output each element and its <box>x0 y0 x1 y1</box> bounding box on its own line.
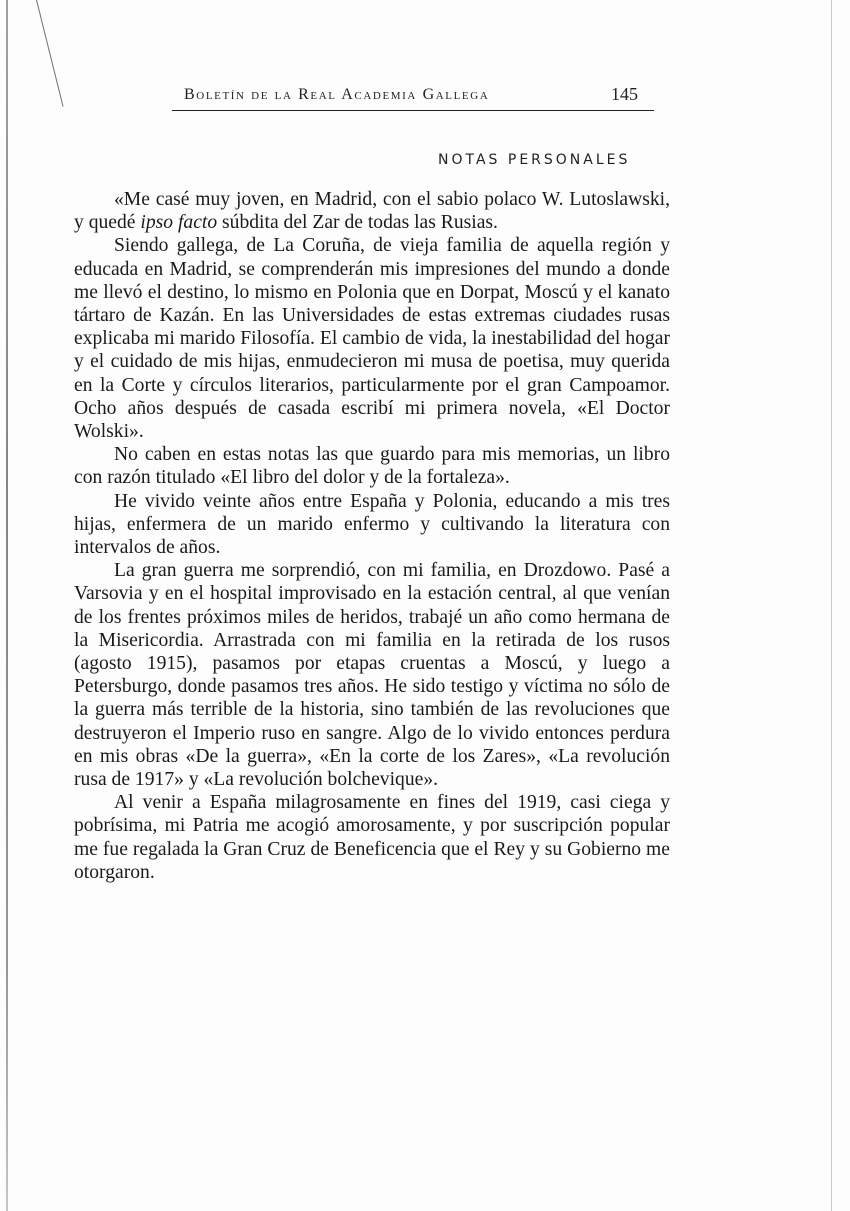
paragraph-2: Siendo gallega, de La Coruña, de vieja familia de aquella región y educada en Madrid, se comprenderán mis impresiones del mundo a donde me llevó el destino, lo mismo en Polonia que en Dorpat, Moscú y el kanato tártaro de Kazán. En las Universidades de estas extremas ciudades rusas explicaba mi marido Filosofía. El cambio de vida, la inestabilidad del hogar y el cuidado de mis hijas, enmudecieron mi musa de poetisa, muy querida en la Corte y círculos literarios, particularmente por el gran Campoamor. Ocho años después de casada escribí mi primera novela, «El Doctor Wolski». <box>74 235 670 443</box>
fold-line <box>36 0 64 107</box>
paragraph-4: He vivido veinte años entre España y Polonia, educando a mis tres hijas, enfermera de un marido enfermo y cultivando la literatura con intervalos de años. <box>74 490 670 559</box>
paragraph-1-start: «Me casé muy joven, en Madrid, con el sabio polaco W. Lutoslawski, y quedé <box>74 189 670 234</box>
paragraph-3: No caben en estas notas las que guardo para mis memorias, un libro con razón titulado «El libro del dolor y de la fortaleza». <box>74 444 670 489</box>
paragraph-5: La gran guerra me sorprendió, con mi familia, en Drozdowo. Pasé a Varsovia y en el hospital improvisado en la estación central, al que venían de los frentes próximos miles de heridos, trabajé un año como hermana de la Misericordia. Arrastrada con mi familia en la retirada de los rusos (agosto 1915), pasamos por etapas cruentas a Moscú, y luego a Petersburgo, donde pasamos tres años. He sido testigo y víctima no sólo de la guerra más terrible de la historia, sino también de las revoluciones que destruyeron el Imperio ruso en sangre. Algo de lo vivido entonces perdura en mis obras «De la guerra», «En la corte de los Zares», «La revolución rusa de 1917» y «La revolución bolchevique». <box>74 560 670 791</box>
scan-edge-left <box>6 0 8 1211</box>
running-head: Boletín de la Real Academia Gallega <box>184 86 490 103</box>
section-title: NOTAS PERSONALES <box>438 152 631 168</box>
paragraph-1-end: súbdita del Zar de todas las Rusias. <box>217 212 498 234</box>
page-header <box>172 84 654 111</box>
body-text <box>74 188 670 884</box>
italic-phrase: ipso facto <box>140 212 218 234</box>
scan-edge-right <box>831 0 832 1211</box>
page-number: 145 <box>611 84 638 104</box>
paragraph-6: Al venir a España milagrosamente en fines del 1919, casi ciega y pobrísima, mi Patria me acogió amorosamente, y por suscripción popular me fue regalada la Gran Cruz de Beneficencia que el Rey y su Gobierno me otorgaron. <box>74 792 670 883</box>
paragraph-1 <box>74 188 670 234</box>
